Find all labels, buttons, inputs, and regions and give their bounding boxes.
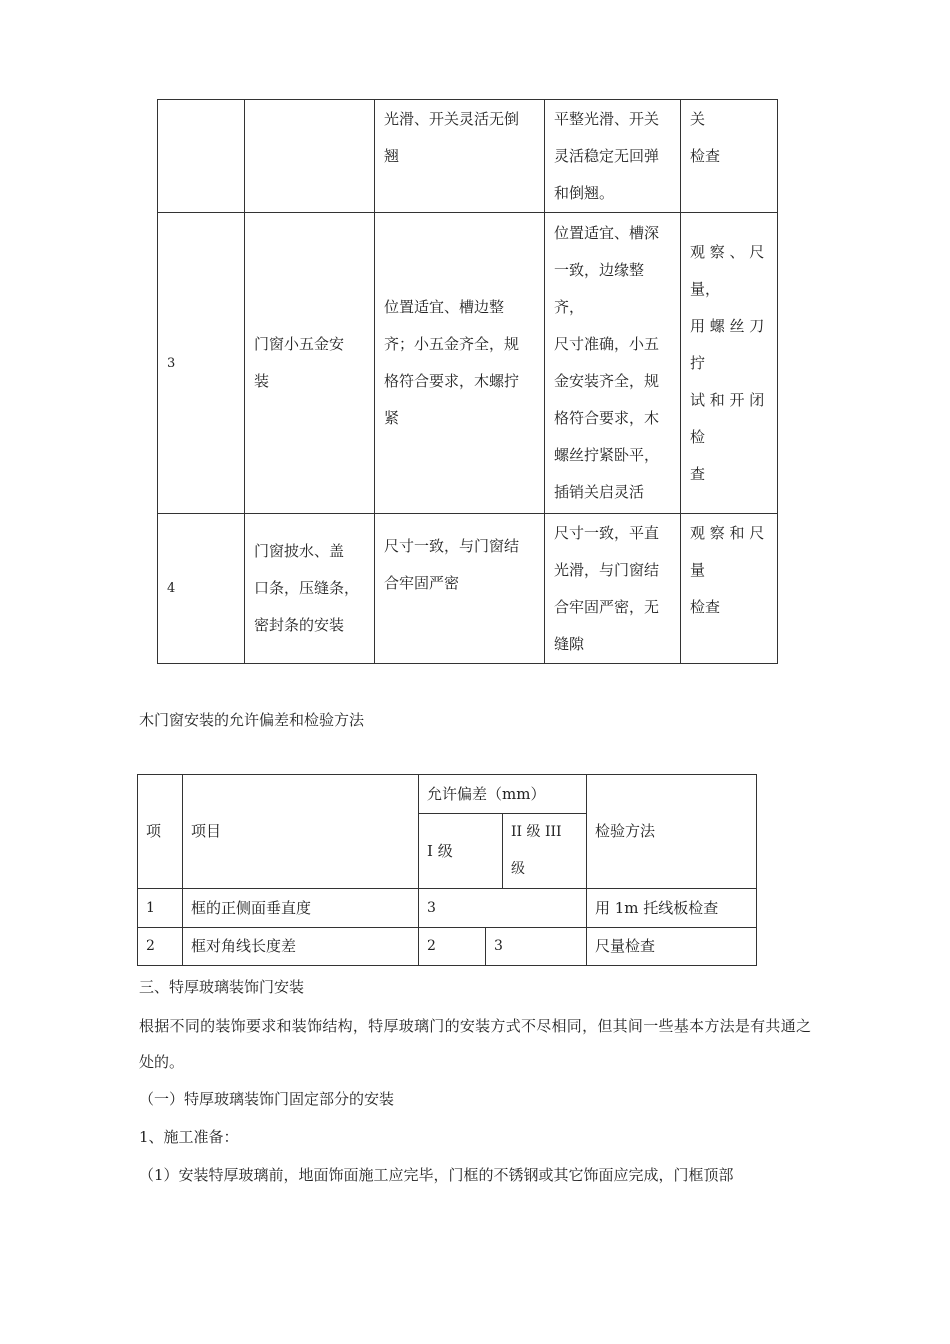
row-item: 门窗小五金安 装 bbox=[245, 213, 375, 514]
row-item: 门窗披水、盖 口条，压缝条， 密封条的安装 bbox=[245, 514, 375, 664]
inspection-table bbox=[157, 99, 778, 664]
row-no: 2 bbox=[138, 928, 183, 966]
row-item: 框对角线长度差 bbox=[183, 928, 419, 966]
row-qualified: 位置适宜、槽边整 齐；小五金齐全，规 格符合要求，木螺拧 紧 bbox=[375, 213, 545, 514]
row-number: 3 bbox=[158, 213, 245, 514]
row-qualified: 光滑、开关灵活无倒 翘 bbox=[375, 100, 545, 213]
row-value-1: 2 bbox=[419, 928, 486, 966]
row-method: 尺量检查 bbox=[587, 928, 757, 966]
tolerance-table bbox=[137, 774, 757, 966]
header-tolerance: 允许偏差（mm） bbox=[419, 775, 587, 814]
row-excellent: 位置适宜、槽深 一致，边缘整齐， 尺寸准确，小五 金安装齐全，规 格符合要求，木 螺丝拧紧卧平， 插销关启灵活 bbox=[545, 213, 681, 514]
row-item: 框的正侧面垂直度 bbox=[183, 889, 419, 928]
table-header-row bbox=[138, 775, 757, 814]
table-row bbox=[158, 514, 778, 664]
row-method: 观 察 、 尺 量， 用 螺 丝 刀 拧 试 和 开 闭 检 查 bbox=[681, 213, 778, 514]
row-method: 观 察 和 尺 量 检查 bbox=[681, 514, 778, 664]
row-number: 4 bbox=[158, 514, 245, 664]
row-method: 用 1m 托线板检查 bbox=[587, 889, 757, 928]
row-method: 关 检查 bbox=[681, 100, 778, 213]
section-title: 木门窗安装的允许偏差和检验方法 bbox=[139, 711, 365, 729]
header-item-no: 项 bbox=[138, 775, 183, 889]
row-no: 1 bbox=[138, 889, 183, 928]
row-item bbox=[245, 100, 375, 213]
body-paragraph: 根据不同的装饰要求和装饰结构，特厚玻璃门的安装方式不尽相同，但其间一些基本方法是有共通之处的。 bbox=[139, 1017, 811, 1071]
row-excellent: 平整光滑、开关 灵活稳定无回弹 和倒翘。 bbox=[545, 100, 681, 213]
table-row bbox=[158, 213, 778, 514]
row-number bbox=[158, 100, 245, 213]
list-heading: 1、施工准备： bbox=[139, 1128, 239, 1146]
heading-section-three: 三、特厚玻璃装饰门安装 bbox=[139, 978, 305, 996]
row-qualified: 尺寸一致，与门窗结 合牢固严密 bbox=[375, 514, 545, 664]
header-grade-2-3: II 级 III 级 bbox=[503, 814, 587, 889]
header-method: 检验方法 bbox=[587, 775, 757, 889]
row-value-2: 3 bbox=[486, 928, 587, 966]
table-row bbox=[138, 928, 757, 966]
table-row bbox=[138, 889, 757, 928]
header-grade-1: I 级 bbox=[419, 814, 503, 889]
row-excellent: 尺寸一致，平直 光滑，与门窗结 合牢固严密，无 缝隙 bbox=[545, 514, 681, 664]
subheading: （一）特厚玻璃装饰门固定部分的安装 bbox=[139, 1090, 395, 1108]
list-item: （1）安装特厚玻璃前，地面饰面施工应完毕，门框的不锈钢或其它饰面应完成，门框顶部 bbox=[139, 1166, 734, 1184]
table-row bbox=[158, 100, 778, 213]
header-item: 项目 bbox=[183, 775, 419, 889]
row-value: 3 bbox=[419, 889, 587, 928]
